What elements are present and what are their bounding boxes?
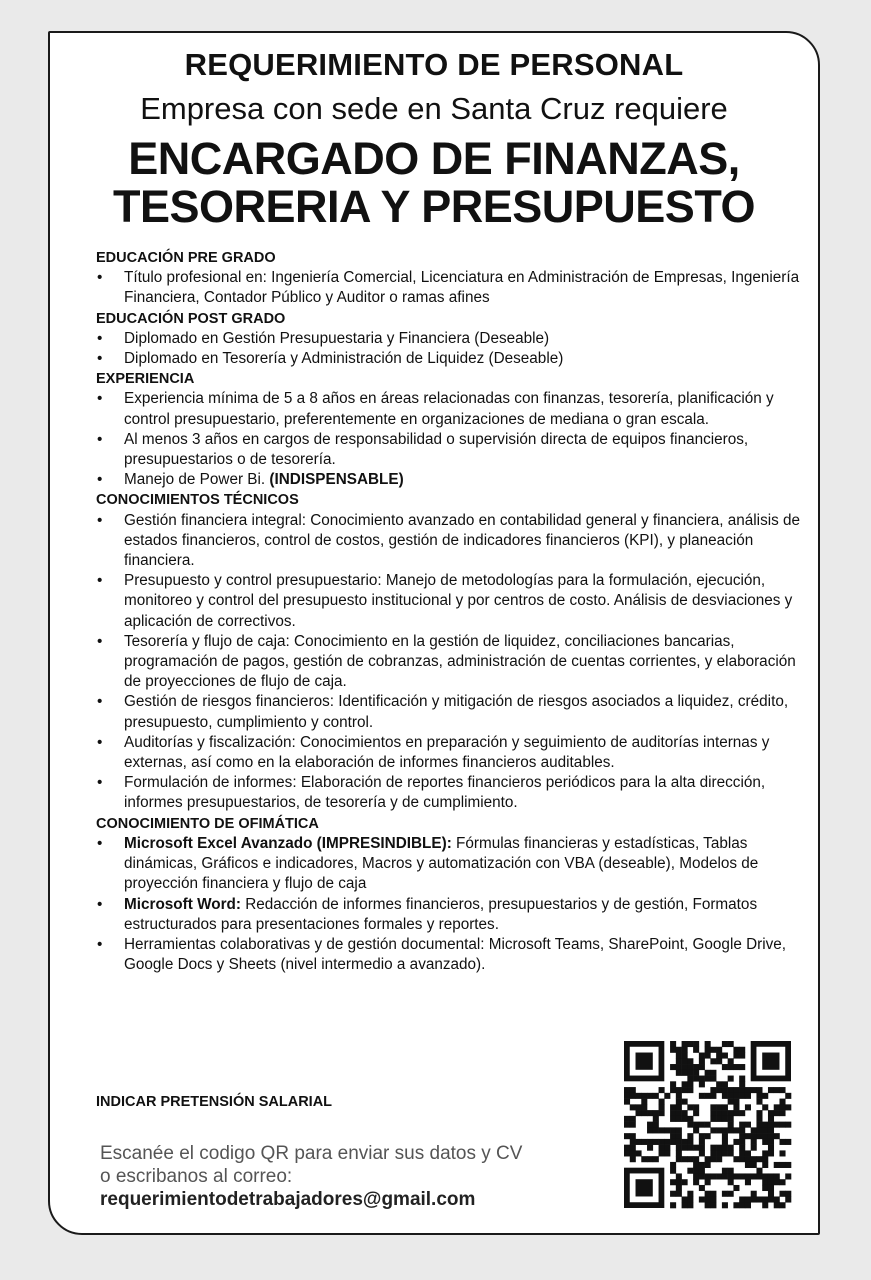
list-pregrado: [96, 268, 806, 308]
list-item: [96, 470, 806, 490]
list-item: • Formulación de informes: Elaboración de reportes financieros periódicos para la alta dirección, informes presupuestarios, de tesorería y de cumplimiento.: [96, 773, 806, 813]
word-text: Redacción de informes financieros, presupuestarios y de gestión, Formatos estructurados para presentaciones formales y reportes.: [124, 895, 758, 933]
qr-code-icon[interactable]: [616, 1033, 799, 1216]
section-title-ofimatica: CONOCIMIENTO DE OFIMÁTICA: [96, 815, 319, 832]
contact-email[interactable]: requerimientodetrabajadores@gmail.com: [100, 1189, 476, 1210]
list-item: • Gestión financiera integral: Conocimiento avanzado en contabilidad general y financiera, análisis de estados financieros, control de costos, gestión de indicadores financieros (KPI), y planeación financiera.: [96, 511, 806, 572]
scan-line1: Escanée el codigo QR para enviar sus datos y CV: [100, 1143, 523, 1164]
powerbi-required: (INDISPENSABLE): [269, 471, 404, 489]
list-postgrado: [96, 329, 806, 369]
job-posting-card: [48, 31, 820, 1235]
position-title: [50, 135, 818, 231]
list-item: • Gestión de riesgos financieros: Identificación y mitigación de riesgos asociados a liquidez, crédito, presupuesto, cumplimiento y control.: [96, 692, 806, 732]
position-title-line1: ENCARGADO DE FINANZAS,: [128, 133, 740, 184]
list-item: • Tesorería y flujo de caja: Conocimiento en la gestión de liquidez, conciliaciones bancarias, programación de pagos, gestión de cobranzas, administración de cuentas corrientes, y elaboración de proyecciones de flujo de caja.: [96, 632, 806, 693]
list-ofimatica: [96, 834, 806, 975]
excel-label: Microsoft Excel Avanzado (IMPRESINDIBLE):: [124, 834, 452, 852]
list-item: • Diplomado en Gestión Presupuestaria y Financiera (Deseable): [96, 329, 806, 349]
section-title-tecnicos: CONOCIMIENTOS TÉCNICOS: [96, 492, 299, 509]
list-item: [96, 834, 806, 895]
section-title-pregrado: EDUCACIÓN PRE GRADO: [96, 250, 276, 266]
list-item: • Experiencia mínima de 5 a 8 años en áreas relacionadas con finanzas, tesorería, planificación y control presupuestario, preferentemente en organizaciones de mediana o gran escala.: [96, 389, 806, 429]
excel-text: Fórmulas financieras y estadísticas, Tablas dinámicas, Gráficos e indicadores, Macros y automatización con VBA (deseable), Modelos de proyección financiera y flujo de caja: [124, 834, 759, 893]
posting-heading: REQUERIMIENTO DE PERSONAL: [184, 47, 684, 82]
list-item: • Diplomado en Tesorería y Administración de Liquidez (Deseable): [96, 349, 806, 369]
requirements-content: [96, 248, 806, 975]
list-item: • Presupuesto y control presupuestario: Manejo de metodologías para la formulación, ejecución, monitoreo y control del presupuesto institucional y por centros de costo. Análisis de desviaciones y aplicación de correctivos.: [96, 571, 806, 632]
list-item: • Auditorías y fiscalización: Conocimientos en preparación y seguimiento de auditorías internas y externas, así como en la elaboración de informes financieros auditables.: [96, 733, 806, 773]
position-title-line2: TESORERIA Y PRESUPUESTO: [112, 181, 755, 232]
list-tecnicos: [96, 511, 806, 814]
salary-note: INDICAR PRETENSIÓN SALARIAL: [96, 1094, 333, 1110]
list-item: [96, 895, 806, 935]
word-label: Microsoft Word:: [124, 895, 241, 913]
section-title-experiencia: EXPERIENCIA: [96, 371, 195, 388]
powerbi-text: Manejo de Power Bi.: [124, 471, 266, 489]
list-experiencia: [96, 389, 806, 490]
section-title-postgrado: EDUCACIÓN POST GRADO: [96, 310, 286, 327]
list-item: • Herramientas colaborativas y de gestión documental: Microsoft Teams, SharePoint, Google Drive, Google Docs y Sheets (nivel intermedio a avanzado).: [96, 935, 806, 975]
qr-code-graphic: [616, 1033, 799, 1216]
list-item: • Título profesional en: Ingeniería Comercial, Licenciatura en Administración de Empresas, Ingeniería Financiera, Contador Público y Auditor o ramas afines: [96, 268, 806, 308]
company-line: Empresa con sede en Santa Cruz requiere: [140, 91, 728, 126]
list-item: • Al menos 3 años en cargos de responsabilidad o supervisión directa de equipos financieros, presupuestarios o de tesorería.: [96, 430, 806, 470]
contact-instructions: [100, 1142, 620, 1211]
scan-line2: o escribanos al correo:: [100, 1166, 293, 1187]
